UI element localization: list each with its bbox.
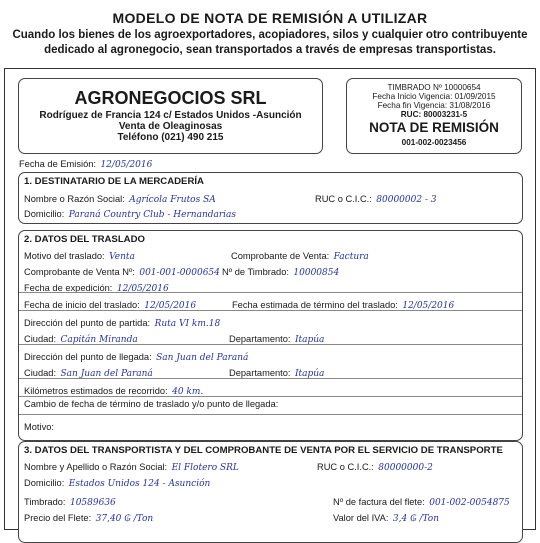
- cambio-label: Cambio de fecha de término de traslado y/o punto de llegada:: [24, 399, 279, 409]
- vigencia-fin: Fecha fin Vigencia: 31/08/2016: [377, 101, 491, 110]
- destinatario-name-label: Nombre o Razón Social:: [24, 194, 125, 204]
- timbrado-value: 10000854: [293, 268, 340, 278]
- ruc-emisor: RUC: 80003231-5: [400, 110, 468, 119]
- comprobante-numero-label: Comprobante de Venta Nº:: [24, 267, 135, 277]
- row-divider: [19, 414, 522, 415]
- depto-partida-label: Departamento:: [229, 334, 291, 344]
- vigencia-inicio: Fecha Inicio Vigencia: 01/09/2015: [372, 92, 496, 101]
- section-transportista: [18, 441, 523, 543]
- factura-flete-label: Nº de factura del flete:: [333, 497, 425, 507]
- transportista-domicilio-row: [24, 473, 210, 491]
- comprobante-value: Factura: [333, 252, 369, 262]
- subtitle-line-1: Cuando los bienes de los agroexportadores, acopiadores, silos y cualquier otro contribuyente: [12, 29, 528, 41]
- timbrado-row: [222, 262, 339, 280]
- timbrado-label: Nº de Timbrado:: [222, 267, 289, 277]
- destinatario-name-value: Agrícola Frutos SA: [129, 195, 216, 205]
- iva-value: 3,4 ₲ /Ton: [392, 514, 440, 524]
- company-activity: Venta de Oleaginosas: [118, 121, 223, 132]
- partida-value: Ruta VI km.18: [154, 319, 221, 329]
- transportista-ruc-row: [317, 457, 433, 475]
- precio-flete-value: 37,40 ₲ /Ton: [95, 514, 154, 524]
- fin-traslado-label: Fecha estimada de término del traslado:: [232, 300, 398, 310]
- transportista-domicilio-value: Estados Unidos 124 - Asunción: [68, 479, 211, 489]
- page-title: MODELO DE NOTA DE REMISIÓN A UTILIZAR: [112, 10, 428, 26]
- company-name: AGRONEGOCIOS SRL: [74, 88, 267, 108]
- destinatario-domicilio-row: [24, 204, 236, 222]
- timbrado-number: TIMBRADO Nº 10000654: [387, 83, 481, 92]
- ciudad-partida-label: Ciudad:: [24, 334, 57, 344]
- row-divider: [19, 310, 522, 311]
- ciudad-llegada-value: San Juan del Paraná: [60, 369, 153, 379]
- destinatario-domicilio-label: Domicilio:: [24, 209, 65, 219]
- transportista-name-label: Nombre y Apellido o Razón Social:: [24, 462, 168, 472]
- transportista-timbrado-value: 10589636: [69, 498, 116, 508]
- section-1-title: 1. DESTINATARIO DE LA MERCADERÍA: [24, 176, 204, 187]
- company-box: [18, 78, 323, 154]
- comprobante-numero-value: 001-001-0000654: [139, 268, 220, 278]
- timbrado-box: [346, 78, 522, 154]
- document-type: NOTA DE REMISIÓN: [369, 120, 499, 135]
- llegada-value: San Juan del Paraná: [156, 353, 249, 363]
- factura-flete-value: 001-002-0054875: [429, 498, 510, 508]
- emision-label: Fecha de Emisión:: [19, 159, 96, 169]
- section-2-title: 2. DATOS DEL TRASLADO: [24, 234, 145, 245]
- ciudad-llegada-label: Ciudad:: [24, 368, 57, 378]
- transportista-name-value: El Flotero SRL: [171, 463, 239, 473]
- inicio-traslado-label: Fecha de inicio del traslado:: [24, 300, 140, 310]
- destinatario-ruc-label: RUC o C.I.C.:: [315, 194, 372, 204]
- depto-partida-value: Itapúa: [294, 335, 325, 345]
- llegada-label: Dirección del punto de llegada:: [24, 352, 152, 362]
- partida-label: Dirección del punto de partida:: [24, 318, 151, 328]
- transportista-ruc-label: RUC o C.I.C.:: [317, 462, 374, 472]
- expedicion-row: [24, 278, 169, 296]
- destinatario-domicilio-value: Paraná Country Club - Hernandarias: [68, 210, 237, 220]
- row-divider: [19, 396, 522, 397]
- km-value: 40 km.: [172, 387, 204, 397]
- page-subtitle: [0, 28, 540, 58]
- remision-form: [4, 68, 536, 530]
- fin-traslado-value: 12/05/2016: [402, 301, 455, 311]
- document-number: 001-002-0023456: [401, 138, 467, 147]
- row-divider: [19, 292, 522, 293]
- inicio-traslado-value: 12/05/2016: [144, 301, 197, 311]
- expedicion-value: 12/05/2016: [116, 284, 169, 294]
- motivo-value: Venta: [109, 252, 135, 262]
- expedicion-label: Fecha de expedición:: [24, 283, 113, 293]
- transportista-domicilio-label: Domicilio:: [24, 478, 65, 488]
- row-divider: [19, 344, 522, 345]
- destinatario-ruc-row: [315, 189, 437, 207]
- company-phone: Teléfono (021) 490 215: [117, 132, 224, 143]
- precio-flete-label: Precio del Flete:: [24, 513, 92, 523]
- motivo-cambio-label: Motivo:: [24, 422, 54, 432]
- section-3-title: 3. DATOS DEL TRANSPORTISTA Y DEL COMPROBANTE DE VENTA POR EL SERVICIO DE TRANSPORTE: [24, 445, 503, 456]
- km-label: Kilómetros estimados de recorrido:: [24, 386, 168, 396]
- transportista-timbrado-label: Timbrado:: [24, 497, 66, 507]
- ciudad-partida-value: Capitán Miranda: [60, 335, 138, 345]
- iva-label: Valor del IVA:: [333, 513, 389, 523]
- subtitle-line-2: dedicado al agronegocio, sean transportados a través de empresas transportistas.: [44, 44, 496, 56]
- section-traslado: [18, 230, 523, 441]
- transportista-ruc-value: 80000000-2: [378, 463, 433, 473]
- motivo-label: Motivo del traslado:: [24, 251, 105, 261]
- row-divider: [19, 378, 522, 379]
- precio-flete-row: [24, 508, 153, 526]
- section-destinatario: [18, 172, 523, 224]
- depto-llegada-label: Departamento:: [229, 368, 291, 378]
- depto-llegada-value: Itapúa: [294, 369, 325, 379]
- emision-row: [19, 154, 152, 172]
- iva-row: [333, 508, 439, 526]
- destinatario-ruc-value: 80000002 - 3: [376, 195, 437, 205]
- emision-value: 12/05/2016: [100, 160, 153, 170]
- comprobante-label: Comprobante de Venta:: [231, 251, 330, 261]
- company-address: Rodríguez de Francia 124 c/ Estados Unidos -Asunción: [39, 110, 302, 121]
